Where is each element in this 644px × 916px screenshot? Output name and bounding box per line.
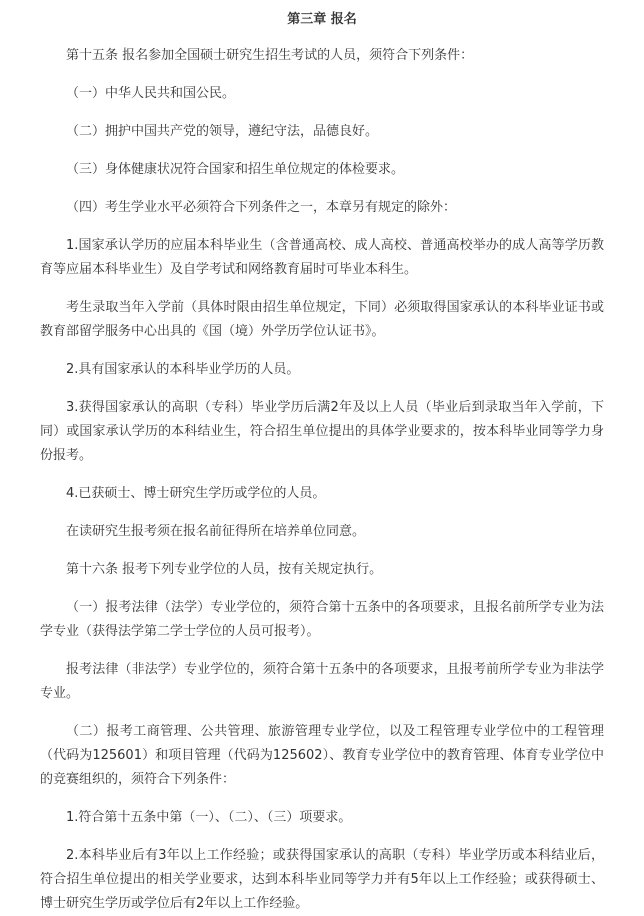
paragraph-item-1: 1.国家承认学历的应届本科毕业生（含普通高校、成人高校、普通高校举办的成人高等学历教育等应届本科毕业生）及自学考试和网络教育届时可毕业本科生。 [40, 238, 604, 277]
spacer [40, 468, 604, 482]
paragraph-condition-4: （四）考生学业水平必须符合下列条件之一，本章另有规定的除外： [66, 200, 457, 215]
spacer [40, 706, 604, 720]
paragraph-condition-3: （三）身体健康状况符合国家和招生单位规定的体检要求。 [66, 162, 405, 177]
paragraph-condition-2: （二）拥护中国共产党的领导，遵纪守法，品德良好。 [66, 124, 379, 139]
spacer [40, 182, 604, 196]
paragraph-article-15-intro: 第十五条 报名参加全国硕士研究生招生考试的人员，须符合下列条件： [66, 48, 474, 63]
spacer [40, 68, 604, 82]
spacer [40, 344, 604, 358]
paragraph-enrolled-note: 在读研究生报考须在报名前征得所在培养单位同意。 [66, 524, 366, 539]
paragraph-item-4: 4.已获硕士、博士研究生学历或学位的人员。 [66, 486, 326, 501]
spacer [40, 30, 604, 44]
spacer [40, 582, 604, 596]
paragraph-management-degrees: （二）报考工商管理、公共管理、旅游管理专业学位，以及工程管理专业学位中的工程管理（代码为125601）和项目管理（代码为125602）、教育专业学位中的教育管理、体育专业学位中的竞赛组织的，须符合下列条件： [40, 724, 604, 787]
spacer [40, 106, 604, 120]
spacer [40, 830, 604, 844]
spacer [40, 644, 604, 658]
spacer [40, 282, 604, 296]
spacer [40, 506, 604, 520]
spacer [40, 144, 604, 158]
spacer [40, 220, 604, 234]
paragraph-management-item-1: 1.符合第十五条中第（一）、（二）、（三）项要求。 [66, 810, 352, 825]
paragraph-condition-1: （一）中华人民共和国公民。 [66, 86, 236, 101]
paragraph-item-3: 3.获得国家承认的高职（专科）毕业学历后满2年及以上人员（毕业后到录取当年入学前，下同）或国家承认学历的本科结业生，符合招生单位提出的具体学业要求的，按本科毕业同等学力身份报考。 [40, 400, 604, 463]
paragraph-item-1-note: 考生录取当年入学前（具体时限由招生单位规定，下同）必须取得国家承认的本科毕业证书或教育部留学服务中心出具的《国（境）外学历学位认证书》。 [40, 300, 604, 339]
paragraph-law-juris: （一）报考法律（法学）专业学位的，须符合第十五条中的各项要求，且报名前所学专业为法学专业（获得法学第二学士学位的人员可报考）。 [40, 600, 604, 639]
spacer [40, 544, 604, 558]
chapter-title: 第三章 报名 [287, 12, 357, 27]
spacer [40, 792, 604, 806]
spacer [40, 382, 604, 396]
paragraph-item-2: 2.具有国家承认的本科毕业学历的人员。 [66, 362, 300, 377]
paragraph-law-non-juris: 报考法律（非法学）专业学位的，须符合第十五条中的各项要求，且报考前所学专业为非法学专业。 [40, 662, 604, 701]
paragraph-management-item-2: 2.本科毕业后有3年以上工作经验；或获得国家承认的高职（专科）毕业学历或本科结业后，符合招生单位提出的相关学业要求，达到本科毕业同等学力并有5年以上工作经验；或获得硕士、博士研究生学历或学位后有2年以上工作经验。 [40, 848, 604, 911]
paragraph-article-16-intro: 第十六条 报考下列专业学位的人员，按有关规定执行。 [66, 562, 383, 577]
